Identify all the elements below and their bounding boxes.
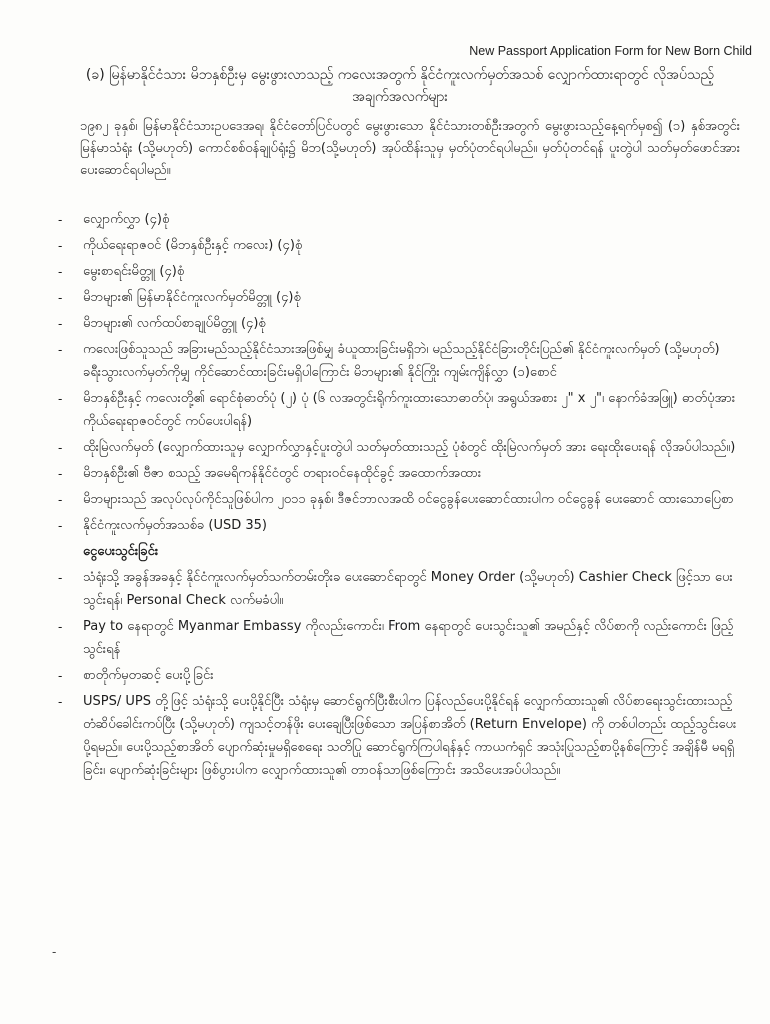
requirement-text: မိဘများသည် အလုပ်လုပ်ကိုင်သူဖြစ်ပါက ၂၀၁၁ ခုနှစ်၊ ဒီဇင်ဘာလအထိ ဝင်ငွေခွန်ပေးဆောင်ထားပါက ဝင်ငွေခွန် ပေးဆောင် ထားသောပြေစာ [83,492,734,507]
requirement-text: စာတိုက်မှတဆင့် ပေးပို့ခြင်း [83,668,214,683]
requirement-item [58,260,740,283]
requirement-text: ထိုးမြဲလက်မှတ် (လျှောက်ထားသူမှ လျှောက်လွှာနှင့်ပူးတွဲပါ သတ်မှတ်ထားသည့် ပုံစံတွင် ထိုးမြဲလက်မှတ် အား ရေးထိုးပေးရန် လိုအပ်ပါသည်။) [83,440,736,455]
bullet-dash: - [58,694,63,709]
requirement-item [58,664,740,687]
requirement-item [58,436,740,459]
requirement-text: ငွေပေးသွင်းခြင်း [83,544,159,559]
requirement-text: နိုင်ငံကူးလက်မှတ်အသစ်ခ (USD 35) [83,518,268,533]
bullet-dash: - [58,668,63,683]
requirement-item [58,338,740,384]
requirement-text: မိဘများ၏ မြန်မာနိုင်ငံကူးလက်မှတ်မိတ္တူ (၄)စုံ [83,290,301,305]
requirement-text: သံရုံးသို့ အခွန်အခနှင့် နိုင်ငံကူးလက်မှတ်သက်တမ်းတိုးခ ပေးဆောင်ရာတွင် Money Order (သို့မဟုတ်) Cashier Check ဖြင့်သာ ပေးသွင်းရန်၊ Personal Check လက်မခံပါ။ [83,570,733,608]
bullet-dash: - [58,264,63,279]
requirement-item [58,208,740,231]
requirement-item [58,462,740,485]
requirement-item [58,690,740,782]
requirement-item [58,387,740,433]
requirement-item [58,234,740,257]
bullet-dash: - [58,619,63,634]
requirement-item [58,312,740,335]
bullet-dash: - [58,466,63,481]
requirement-item [58,615,740,661]
requirement-text: မိဘများ၏ လက်ထပ်စာချုပ်မိတ္တူ (၄)စုံ [83,316,266,331]
bullet-dash: - [58,238,63,253]
requirement-text: မိဘနှစ်ဦးနှင့် ကလေးတို့၏ ရောင်စုံဓာတ်ပုံ (၂) ပုံ (၆ လအတွင်းရိုက်ကူးထားသောဓာတ်ပုံ၊ အရွယ်အစား ၂" x ၂"၊ နောက်ခံအဖြူ) ဓာတ်ပုံအား ကိုယ်ရေးရာဇဝင်တွင် ကပ်ပေးပါရန်) [83,391,736,429]
requirement-text: ကိုယ်ရေးရာဇဝင် (မိဘနှစ်ဦးနှင့် ကလေး) (၄)စုံ [83,238,303,253]
bullet-dash: - [58,212,63,227]
bullet-dash: - [58,518,63,533]
bullet-dash: - [58,492,63,507]
section-subheading [58,540,740,563]
intro-paragraph: ၁၉၈၂ ခုနှစ်၊ မြန်မာနိုင်ငံသားဥပဒေအရ၊ နိုင်ငံတော်ပြင်ပတွင် မွေးဖွားသော နိုင်ငံသားတစ်ဦးအတွက် မွေးဖွားသည့်နေ့ရက်မှစ၍ (၁) နှစ်အတွင်း မြန်မာသံရုံး (သို့မဟုတ်) ကောင်စစ်ဝန်ချုပ်ရုံး၌ မိဘ(သို့မဟုတ်) အုပ်ထိန်းသူမှ မှတ်ပုံတင်ရပါမည်။ မှတ်ပုံတင်ရန် ပူးတွဲပါ သတ်မှတ်ဖောင်အား ပေးဆောင်ရပါမည်။ [80,119,740,178]
stray-dash-mark: - [52,944,57,959]
requirement-text: မိဘနှစ်ဦး၏ ဗီဇာ စသည့် အမေရိကန်နိုင်ငံတွင် တရားဝင်နေထိုင်ခွင့် အထောက်အထား [83,466,482,481]
bullet-dash: - [58,440,63,455]
bullet-dash: - [58,570,63,585]
bullet-dash: - [58,342,63,357]
bullet-dash: - [58,316,63,331]
requirements-list [58,208,740,785]
requirement-text: လျှောက်လွှာ (၄)စုံ [83,212,170,227]
bullet-dash: - [58,391,63,406]
requirement-item [58,488,740,511]
requirement-text: USPS/ UPS တို့ဖြင့် သံရုံးသို့ ပေးပို့နိုင်ပြီး သံရုံးမှ ဆောင်ရွက်ပြီးစီးပါက ပြန်လည်ပေးပို့နိုင်ရန် လျှောက်ထားသူ၏ လိပ်စာရေးသွင်းထားသည့် တံဆိပ်ခေါင်းကပ်ပြီး (သို့မဟုတ်) ကျသင့်တန်ဖိုး ပေးချေပြီးဖြစ်သော အပြန်စာအိတ် (Return Envelope) ကို တစ်ပါတည်း ထည့်သွင်းပေးပို့ရမည်။ ပေးပို့သည့်စာအိတ် ပျောက်ဆုံးမှုမရှိစေရေး သတိပြု ဆောင်ရွက်ကြပါရန်နှင့် ကာယကံရှင် အသုံးပြုသည့်စာပို့နစ်ကြောင့် အချိန်မီ မရရှိခြင်း၊ ပျောက်ဆုံးခြင်းများ ဖြစ်ပွားပါက လျှောက်ထားသူ၏ တာဝန်သာဖြစ်ကြောင်း အသိပေးအပ်ပါသည်။ [83,694,737,778]
requirement-item [58,514,740,537]
requirement-item [58,566,740,612]
form-header-note: New Passport Application Form for New Born Child [469,44,752,58]
document-title: (ခ) မြန်မာနိုင်ငံသား မိဘနှစ်ဦးမှ မွေးဖွားလာသည့် ကလေးအတွက် နိုင်ငံကူးလက်မှတ်အသစ် လျှောက်ထားရာတွင် လိုအပ်သည့်အချက်အလက်များ [85,67,715,105]
bullet-dash: - [58,290,63,305]
requirement-item [58,286,740,309]
requirement-text: ကလေးဖြစ်သူသည် အခြားမည်သည့်နိုင်ငံသားအဖြစ်မျှ ခံယူထားခြင်းမရှိဘဲ၊ မည်သည့်နိုင်ငံခြားတိုင်းပြည်၏ နိုင်ငံကူးလက်မှတ် (သို့မဟုတ်) ခရီးသွားလက်မှတ်ကိုမျှ ကိုင်ဆောင်ထားခြင်းမရှိပါကြောင်း မိဘများ၏ နိုင်ကြိုး ကျမ်းကျိန်လွှာ (၁)စောင် [83,342,720,380]
requirement-text: မွေးစာရင်းမိတ္တူ (၄)စုံ [83,264,185,279]
requirement-text: Pay to နေရာတွင် Myanmar Embassy ကိုလည်းကောင်း၊ From နေရာတွင် ပေးသွင်းသူ၏ အမည်နှင့် လိပ်စာကို လည်းကောင်း ဖြည့်သွင်းရန် [83,619,734,657]
